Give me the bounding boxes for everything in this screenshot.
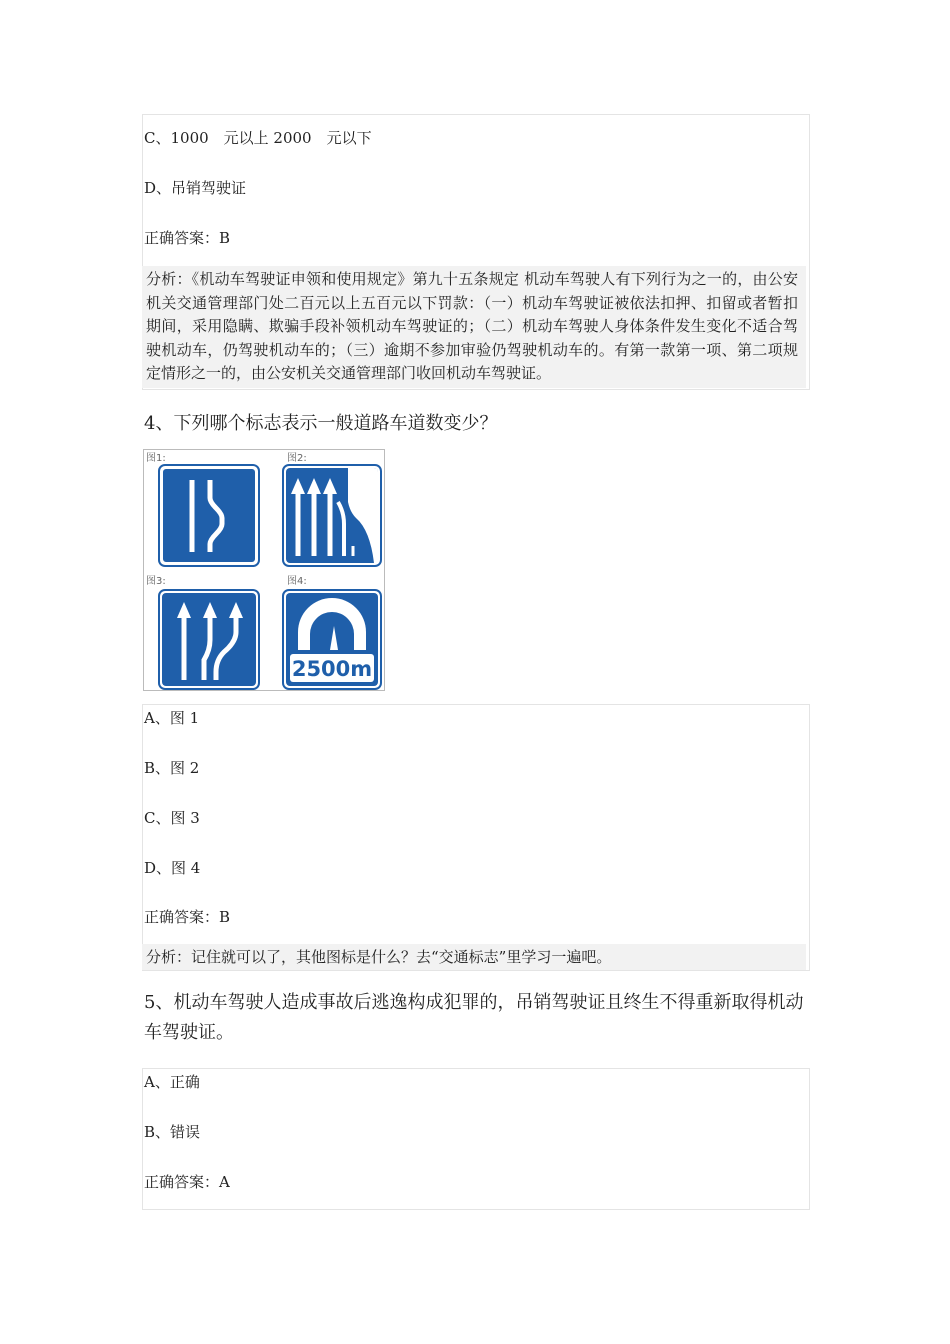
q5-option-b: B、错误 xyxy=(144,1123,201,1141)
q3-option-c: C、1000 元以上 2000 元以下 xyxy=(144,129,372,147)
q3-option-d: D、吊销驾驶证 xyxy=(144,179,247,197)
sign-4-tunnel-icon xyxy=(283,590,381,689)
sign-4-distance-text: 2500m xyxy=(291,657,373,681)
q3-answer: 正确答案：B xyxy=(144,229,231,247)
figure-label-4: 图4: xyxy=(287,576,307,587)
q5-option-a: A、正确 xyxy=(144,1073,200,1091)
q4-figure-grid xyxy=(143,449,385,691)
sign-3-lane-split-icon xyxy=(159,590,259,689)
figure-label-1: 图1: xyxy=(146,453,166,464)
q3-analysis: 分析：《机动车驾驶证申领和使用规定》第九十五条规定 机动车驾驶人有下列行为之一的，由公安机关交通管理部门处二百元以上五百元以下罚款：（一）机动车驾驶证被依法扣押、扣留或者暂扣期间，采用隐瞒、欺骗手段补领机动车驾驶证的；（二）机动车驾驶人身体条件发生变化不适合驾驶机动车，仍驾驶机动车的；（三）逾期不参加审验仍驾驶机动车的。有第一款第一项、第二项规定情形之一的，由公安机关交通管理部门收回机动车驾驶证。 xyxy=(142,266,806,388)
q4-option-b: B、图 2 xyxy=(144,759,200,777)
figure-label-3: 图3: xyxy=(146,576,166,587)
q4-option-d: D、图 4 xyxy=(144,859,201,877)
traffic-signs-image xyxy=(144,450,384,690)
q4-options-box xyxy=(142,704,810,971)
q4-question: 4、下列哪个标志表示一般道路车道数变少？ xyxy=(144,413,498,434)
q5-options-box xyxy=(142,1068,810,1210)
q4-analysis: 分析：记住就可以了，其他图标是什么？去“交通标志”里学习一遍吧。 xyxy=(142,944,806,970)
q4-answer: 正确答案：B xyxy=(144,908,231,926)
sign-2-lane-reduction-icon xyxy=(283,465,381,566)
figure-label-2: 图2: xyxy=(287,453,307,464)
sign-1-lane-shift-icon xyxy=(159,465,259,566)
q5-answer: 正确答案：A xyxy=(144,1173,230,1191)
q4-option-a: A、图 1 xyxy=(144,709,200,727)
q5-question: 5、机动车驾驶人造成事故后逃逸构成犯罪的，吊销驾驶证且终生不得重新取得机动车驾驶证。 xyxy=(144,992,804,1043)
q4-option-c: C、图 3 xyxy=(144,809,200,827)
